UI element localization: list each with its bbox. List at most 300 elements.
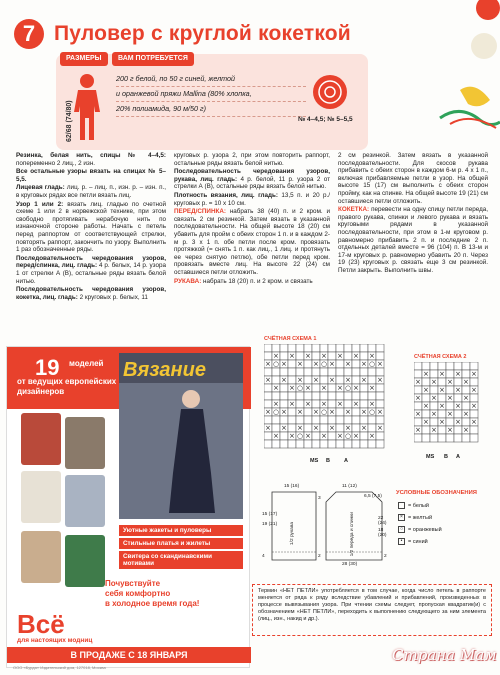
ad-feature-item: Свитера со скандинавскими мотивами	[119, 551, 243, 569]
chart-2-title: СЧЁТНАЯ СХЕМА 2	[414, 354, 467, 360]
ad-thumbnail-photo	[65, 475, 105, 527]
chart-cell	[336, 392, 344, 400]
chart-cell	[438, 378, 446, 386]
materials-tag: ВАМ ПОТРЕБУЕТСЯ	[112, 52, 194, 66]
chart-symbol: ×	[281, 360, 287, 369]
chart-cell	[360, 384, 368, 392]
chart-cell	[454, 410, 462, 418]
chart-cell	[264, 432, 272, 440]
chart-cell	[336, 424, 344, 432]
chart-cell	[296, 344, 304, 352]
chart-cell	[328, 440, 336, 448]
chart-cell	[288, 376, 296, 384]
chart-cell	[296, 392, 304, 400]
chart-symbol: ×	[361, 408, 367, 417]
chart-cell	[336, 416, 344, 424]
chart-symbol: ×	[321, 352, 327, 361]
ad-model-count-label: моделей	[69, 359, 104, 368]
chart-cell	[352, 392, 360, 400]
chart-cell	[320, 376, 328, 384]
chart-cell	[312, 344, 320, 352]
chart-cell	[344, 368, 352, 376]
chart-symbol: ×	[439, 370, 445, 379]
chart-cell	[304, 440, 312, 448]
ad-slogan	[105, 579, 245, 609]
chart-symbol: ×	[455, 418, 461, 427]
needles-sizes: № 4–4,5; № 5–5,5	[298, 116, 353, 123]
chart-cell	[296, 352, 304, 360]
instructions-column-2	[174, 152, 330, 286]
paragraph	[16, 168, 166, 183]
chart-symbol: ×	[297, 376, 303, 385]
chart-cell	[422, 426, 430, 434]
chart-cell	[414, 402, 422, 410]
chart-2-b-label: B	[444, 454, 448, 460]
chart-symbol: ○	[297, 432, 303, 441]
chart-cell	[352, 424, 360, 432]
ad-feature-item: Уютные жакеты и пуловеры	[119, 525, 243, 536]
chart-symbol: ×	[431, 426, 437, 435]
chart-cell	[414, 434, 422, 442]
chart-2-a-label: A	[456, 454, 460, 460]
chart-symbol: ×	[463, 394, 469, 403]
chart-symbol: ×	[455, 386, 461, 395]
chart-symbol: ×	[353, 400, 359, 409]
chart-symbol: ×	[337, 352, 343, 361]
chart-cell	[376, 392, 384, 400]
chart-cell	[344, 392, 352, 400]
chart-symbol: ×	[415, 378, 421, 387]
para-text: попеременно 2 лиц., 2 изн.	[16, 159, 96, 167]
legend-title: УСЛОВНЫЕ ОБОЗНАЧЕНИЯ	[396, 490, 477, 496]
chart-symbol: ○	[369, 360, 375, 369]
chart-cell	[288, 408, 296, 416]
chart-cell	[470, 362, 478, 370]
chart-cell	[446, 434, 454, 442]
chart-cell	[352, 408, 360, 416]
ad-thumbnail-photo	[21, 531, 61, 583]
chart-symbol: ×	[439, 402, 445, 411]
paragraph	[16, 201, 166, 254]
ad-slogan-line: себя комфортно	[105, 589, 171, 598]
paragraph	[16, 255, 166, 285]
chart-symbol: ×	[471, 370, 477, 379]
ad-thumbnail-photo	[21, 413, 61, 465]
chart-cell	[360, 392, 368, 400]
chart-symbol: ×	[369, 400, 375, 409]
chart-cell	[462, 418, 470, 426]
ad-subtitle: от ведущих европейских	[17, 377, 117, 386]
chart-symbol: ×	[447, 378, 453, 387]
chart-symbol: ×	[439, 386, 445, 395]
chart-cell	[296, 368, 304, 376]
chart-cell	[368, 368, 376, 376]
chart-cell	[446, 418, 454, 426]
chart-symbol: ×	[361, 376, 367, 385]
pattern-part-label: 1/2 рукава	[290, 522, 295, 546]
chart-cell	[352, 376, 360, 384]
para-heading: Все остальные узоры вязать на спицах № 5–5,5.	[16, 168, 166, 183]
ad-thumbnail-photo	[21, 471, 61, 523]
chart-cell	[336, 440, 344, 448]
chart-cell	[422, 378, 430, 386]
chart-symbol: ×	[415, 394, 421, 403]
chart-cell	[288, 360, 296, 368]
chart-symbol: ×	[289, 400, 295, 409]
chart-cell	[272, 416, 280, 424]
chart-cell	[296, 416, 304, 424]
pattern-part-label: 1/2 переда и спинки	[350, 512, 355, 557]
chart-cell	[264, 400, 272, 408]
chart-cell	[360, 344, 368, 352]
para-text: набрать 18 (20) п. и 2 кром. и связать	[201, 277, 313, 285]
chart-cell	[422, 434, 430, 442]
chart-symbol: ×	[265, 360, 271, 369]
chart-symbol: ×	[305, 352, 311, 361]
chart-cell	[422, 362, 430, 370]
chart-cell	[360, 368, 368, 376]
ad-sale-date: В ПРОДАЖЕ С 18 ЯНВАРЯ	[7, 647, 251, 663]
chart-symbol: ×	[313, 360, 319, 369]
chart-cell	[312, 416, 320, 424]
chart-symbol: ×	[321, 400, 327, 409]
chart-symbol: ×	[273, 432, 279, 441]
ad-big-word: Всё	[17, 609, 65, 639]
chart-symbol: ×	[329, 424, 335, 433]
chart-symbol: ×	[313, 376, 319, 385]
para-heading: Последовательность чередования узоров, кокетка, лиц. гладь:	[16, 286, 166, 301]
chart-symbol: ×	[329, 360, 335, 369]
chart-symbol: ×	[321, 384, 327, 393]
chart-cell	[328, 416, 336, 424]
chart-cell	[414, 370, 422, 378]
para-heading: Резинка, белая нить, спицы № 4–4,5:	[16, 152, 166, 159]
chart-cell	[336, 408, 344, 416]
chart-1-ms-label: MS	[310, 458, 319, 464]
chart-cell	[336, 376, 344, 384]
chart-cell	[320, 424, 328, 432]
paragraph	[338, 206, 488, 274]
chart-symbol: ×	[289, 384, 295, 393]
chart-cell	[462, 370, 470, 378]
chart-symbol: ×	[431, 410, 437, 419]
ad-footer: ООО «Бурда» Издательский дом, 127018, Москва	[13, 665, 106, 670]
legend-item-yellow	[398, 514, 432, 521]
chart-cell	[360, 352, 368, 360]
chart-cell	[328, 384, 336, 392]
pattern-dimension: 2	[384, 554, 387, 559]
chart-cell	[320, 416, 328, 424]
chart-symbol: ×	[305, 400, 311, 409]
pattern-dimension: 6,5 (7,5)	[364, 494, 382, 499]
legend-item-orange	[398, 526, 442, 533]
chart-symbol: ×	[361, 360, 367, 369]
chart-symbol: ×	[273, 384, 279, 393]
chart-cell	[344, 400, 352, 408]
chart-cell	[470, 378, 478, 386]
chart-symbol: ×	[369, 432, 375, 441]
chart-symbol: ×	[353, 352, 359, 361]
chart-cell	[280, 352, 288, 360]
baby-silhouette-icon	[70, 72, 104, 142]
chart-cell	[328, 352, 336, 360]
chart-cell	[304, 344, 312, 352]
para-text: 2 см резинкой. Затем вязать в указанной последовательности. Для скосов рукава прибавить с обеих сторон в каждом 6-м р. 4 х 1 п., включая прибавляемые петли в узор. На общей высоте 15 (17) см выполнить с обеих сторон пройму, как на спинке. На общей высоте 19 (21) см оставшиеся петли отложить.	[338, 152, 488, 205]
chart-cell	[376, 416, 384, 424]
chart-cell	[470, 394, 478, 402]
counting-chart-1	[264, 344, 388, 452]
chart-cell	[414, 418, 422, 426]
chart-1-b-label: B	[326, 458, 330, 464]
materials-line: 200 г белой, по 50 г синей, желтой	[116, 72, 306, 87]
chart-symbol: ×	[377, 376, 383, 385]
chart-cell	[368, 344, 376, 352]
chart-cell	[288, 424, 296, 432]
pattern-dimension: 11 (12)	[342, 484, 357, 489]
chart-cell	[312, 432, 320, 440]
pattern-dimension: 3	[318, 496, 321, 501]
chart-cell	[422, 394, 430, 402]
chart-symbol: ×	[377, 408, 383, 417]
chart-symbol: ×	[471, 402, 477, 411]
chart-cell	[304, 368, 312, 376]
chart-cell	[462, 386, 470, 394]
ad-subtitle-2: дизайнеров	[17, 387, 65, 396]
paragraph	[174, 208, 330, 276]
para-heading: Лицевая гладь:	[16, 184, 65, 192]
chart-symbol: ×	[471, 418, 477, 427]
chart-cell	[312, 352, 320, 360]
legend-item-white	[398, 502, 429, 509]
section-heading: КОКЕТКА:	[338, 206, 370, 214]
legend-label: = оранжевый	[408, 526, 442, 533]
legend-white-swatch	[398, 502, 405, 509]
chart-cell	[462, 362, 470, 370]
chart-symbol: ○	[273, 360, 279, 369]
chart-cell	[304, 392, 312, 400]
chart-symbol: ×	[265, 376, 271, 385]
chart-symbol: ×	[329, 376, 335, 385]
chart-cell	[470, 410, 478, 418]
pattern-dimension: 19 (21)	[262, 522, 278, 527]
chart-cell	[280, 400, 288, 408]
chart-cell	[328, 432, 336, 440]
chart-cell	[272, 440, 280, 448]
chart-cell	[430, 362, 438, 370]
chart-cell	[328, 400, 336, 408]
chart-symbol: ×	[337, 400, 343, 409]
chart-symbol: ×	[353, 384, 359, 393]
chart-cell	[272, 344, 280, 352]
chart-cell	[320, 344, 328, 352]
chart-cell	[280, 416, 288, 424]
magazine-cover-image	[119, 353, 243, 519]
magazine-advertisement[interactable]	[6, 346, 250, 668]
materials-line: 20% полиамида, 90 м/50 г)	[116, 102, 306, 117]
chart-symbol: ×	[297, 424, 303, 433]
chart-symbol: ×	[289, 352, 295, 361]
sizes-tag: РАЗМЕРЫ	[60, 52, 108, 66]
chart-symbol: ○	[345, 432, 351, 441]
materials-list	[116, 72, 306, 117]
paragraph	[338, 152, 488, 205]
chart-symbol: ○	[321, 408, 327, 417]
chart-cell	[304, 408, 312, 416]
chart-symbol: ×	[329, 408, 335, 417]
chart-symbol: ×	[431, 394, 437, 403]
chart-symbol: ×	[305, 432, 311, 441]
paragraph	[174, 278, 330, 286]
chart-cell	[296, 400, 304, 408]
chart-cell	[264, 368, 272, 376]
chart-cell	[264, 392, 272, 400]
legend-label: = желтый	[408, 514, 433, 521]
paragraph	[174, 152, 330, 167]
pattern-dimension: 15 (16)	[284, 484, 300, 489]
chart-cell	[438, 434, 446, 442]
para-heading: Узор 1 или 2:	[16, 200, 64, 208]
chart-symbol: ×	[345, 408, 351, 417]
model-number-badge: 7	[14, 19, 44, 49]
chart-cell	[328, 392, 336, 400]
ad-slogan-line: в холодное время года!	[105, 599, 200, 608]
chart-cell	[320, 368, 328, 376]
ad-feature-list	[119, 525, 243, 571]
para-heading: Последовательность чередования узоров, рукава, лиц. гладь:	[174, 168, 330, 183]
chart-cell	[272, 424, 280, 432]
chart-cell	[414, 362, 422, 370]
chart-cell	[360, 432, 368, 440]
pattern-dimension: 22 (24)	[378, 516, 387, 526]
chart-cell	[368, 392, 376, 400]
legend-orange-swatch: ○	[399, 526, 404, 532]
chart-cell	[438, 426, 446, 434]
chart-cell	[376, 400, 384, 408]
chart-symbol: ×	[273, 352, 279, 361]
chart-cell	[336, 360, 344, 368]
chart-symbol: ×	[447, 394, 453, 403]
chart-cell	[462, 402, 470, 410]
chart-symbol: ×	[377, 360, 383, 369]
chart-cell	[296, 440, 304, 448]
legend-item-blue	[398, 538, 428, 545]
chart-cell	[376, 440, 384, 448]
chart-cell	[280, 432, 288, 440]
materials-line: и оранжевой пряжи Mallina (80% хлопка,	[116, 87, 306, 102]
chart-symbol: ×	[337, 384, 343, 393]
chart-cell	[376, 384, 384, 392]
chart-cell	[454, 378, 462, 386]
chart-symbol: ×	[361, 424, 367, 433]
chart-cell	[264, 440, 272, 448]
chart-cell	[320, 392, 328, 400]
legend-label: = белый	[408, 502, 429, 509]
chart-cell	[470, 434, 478, 442]
chart-symbol: ×	[281, 424, 287, 433]
chart-cell	[454, 362, 462, 370]
pattern-dimension: 2	[318, 554, 321, 559]
instructions-column-1	[16, 152, 166, 302]
pattern-dimension: 28 (30)	[342, 562, 358, 567]
chart-symbol: ×	[289, 432, 295, 441]
ad-slogan-line: Почувствуйте	[105, 579, 161, 588]
yarn-skein-icon	[310, 72, 350, 112]
para-heading: Плотность вязания, лиц. гладь:	[174, 191, 279, 199]
chart-cell	[288, 416, 296, 424]
chart-cell	[272, 368, 280, 376]
chart-cell	[264, 344, 272, 352]
chart-symbol: ○	[297, 384, 303, 393]
chart-cell	[352, 440, 360, 448]
page-title: Пуловер с круглой кокеткой	[54, 22, 351, 45]
para-text: круговых р. узора 2, при этом повторить раппорт, остальные ряды вязать белой нитью.	[174, 152, 330, 167]
chart-cell	[312, 368, 320, 376]
chart-symbol: ×	[353, 432, 359, 441]
chart-symbol: ×	[345, 376, 351, 385]
chart-symbol: ×	[265, 408, 271, 417]
ad-model-count: 19	[35, 355, 60, 380]
paragraph	[174, 192, 330, 207]
chart-cell	[344, 344, 352, 352]
chart-cell	[438, 410, 446, 418]
chart-cell	[264, 352, 272, 360]
chart-cell	[438, 362, 446, 370]
chart-cell	[312, 400, 320, 408]
chart-cell	[422, 410, 430, 418]
no-stitch-note: Термин «НЕТ ПЕТЛИ» употребляется в том случае, когда число петель в раппорте меняется от ряда к ряду вследствие убавлений и прибавлений, произведенных в процессе вывязывания узора. При чтении схемы следует, пропуская квадратик(и) с обозначением «НЕТ ПЕТЛИ», переходить к выполнению следующего за ним элемента (лиц., изн., накид и др.).	[252, 584, 492, 636]
chart-1-a-label: A	[344, 458, 348, 464]
para-text: 2 круговых р. белых, 11	[77, 293, 148, 301]
counting-chart-2	[414, 362, 484, 450]
chart-cell	[336, 368, 344, 376]
chart-cell	[344, 440, 352, 448]
chart-symbol: ×	[345, 360, 351, 369]
para-text: лиц. р. – лиц. п., изн. р. – изн. п., в круговых рядах все петли вязать лиц.	[16, 184, 166, 199]
chart-cell	[368, 376, 376, 384]
chart-cell	[430, 370, 438, 378]
section-heading: ПЕРЕД/СПИНКА:	[174, 208, 226, 216]
chart-symbol: ×	[273, 400, 279, 409]
model-photo	[119, 353, 243, 519]
chart-cell	[438, 394, 446, 402]
chart-1-title: СЧЁТНАЯ СХЕМА 1	[264, 336, 317, 342]
chart-cell	[272, 376, 280, 384]
chart-cell	[360, 400, 368, 408]
legend-yellow-swatch: ×	[398, 514, 405, 521]
chart-cell	[280, 440, 288, 448]
chart-cell	[280, 392, 288, 400]
site-watermark: Страна Мам	[392, 646, 497, 664]
chart-cell	[414, 386, 422, 394]
paragraph	[174, 168, 330, 191]
chart-cell	[352, 360, 360, 368]
paragraph	[16, 184, 166, 199]
chart-cell	[336, 344, 344, 352]
chart-symbol: ×	[423, 386, 429, 395]
chart-symbol: ×	[447, 410, 453, 419]
chart-cell	[320, 440, 328, 448]
chart-cell	[344, 352, 352, 360]
chart-cell	[304, 360, 312, 368]
chart-cell	[454, 434, 462, 442]
para-text: вязать лиц. гладью по счетной схеме 1 или 2 в норвежской технике, при этом свободно протягивать нерабочую нить по изнаночной стороне работы. Начать с петель перед раппортом от соответствующей стрелки, повторять раппорт, закончить по узору. Выполнить 1 раз обозначенные ряды.	[16, 200, 166, 254]
chart-cell	[454, 394, 462, 402]
chart-symbol: ○	[369, 408, 375, 417]
chart-symbol: ×	[463, 410, 469, 419]
chart-cell	[264, 384, 272, 392]
pattern-dimensions	[262, 482, 390, 570]
chart-cell	[264, 416, 272, 424]
